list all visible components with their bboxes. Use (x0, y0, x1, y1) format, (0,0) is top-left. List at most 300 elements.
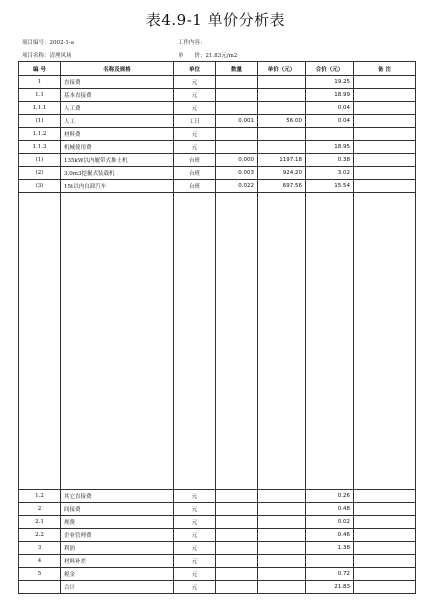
empty-cell (61, 457, 174, 465)
cell-remarks (354, 89, 416, 102)
empty-cell (306, 321, 354, 329)
cell-total-price: 0.04 (306, 115, 354, 128)
empty-cell (61, 337, 174, 345)
cell-total-price: 21.83 (306, 581, 354, 594)
empty-cell (216, 313, 258, 321)
empty-cell (19, 321, 61, 329)
empty-cell (19, 345, 61, 353)
empty-cell (354, 233, 416, 241)
empty-cell (19, 409, 61, 417)
cell-total-price (306, 555, 354, 568)
cell-quantity (216, 542, 258, 555)
empty-cell (306, 249, 354, 257)
cell-unit: 元 (174, 141, 216, 154)
empty-cell (174, 401, 216, 409)
empty-cell (354, 329, 416, 337)
empty-cell (174, 265, 216, 273)
empty-cell (216, 369, 258, 377)
cell-unit-price (258, 490, 306, 503)
empty-cell (354, 249, 416, 257)
empty-cell (354, 241, 416, 249)
cell-total-price: 0.02 (306, 516, 354, 529)
empty-cell (174, 473, 216, 481)
empty-cell (216, 201, 258, 209)
empty-cell (258, 441, 306, 449)
empty-cell (258, 361, 306, 369)
empty-row (19, 417, 416, 425)
empty-cell (306, 305, 354, 313)
empty-cell (354, 225, 416, 233)
cell-remarks (354, 529, 416, 542)
empty-cell (216, 425, 258, 433)
empty-cell (306, 313, 354, 321)
empty-cell (61, 393, 174, 401)
empty-cell (61, 217, 174, 225)
empty-cell (354, 361, 416, 369)
empty-cell (19, 473, 61, 481)
empty-cell (258, 193, 306, 202)
empty-cell (216, 465, 258, 473)
empty-cell (306, 217, 354, 225)
empty-cell (306, 401, 354, 409)
empty-cell (258, 321, 306, 329)
empty-cell (216, 393, 258, 401)
empty-cell (61, 201, 174, 209)
table-row (19, 529, 416, 542)
empty-cell (61, 465, 174, 473)
cell-unit: 元 (174, 555, 216, 568)
cell-quantity (216, 503, 258, 516)
empty-cell (216, 449, 258, 457)
cell-total-price: 0.04 (306, 102, 354, 115)
project-name: 项目名称：清理风场 (22, 53, 72, 59)
empty-cell (216, 377, 258, 385)
cell-unit: 台班 (174, 180, 216, 193)
cell-unit: 元 (174, 529, 216, 542)
empty-cell (258, 329, 306, 337)
cell-remarks (354, 542, 416, 555)
empty-cell (174, 209, 216, 217)
cell-unit-price (258, 102, 306, 115)
empty-cell (216, 273, 258, 281)
empty-row (19, 281, 416, 289)
empty-cell (306, 361, 354, 369)
cell-unit-price (258, 89, 306, 102)
empty-cell (354, 201, 416, 209)
cell-unit: 元 (174, 89, 216, 102)
empty-cell (61, 345, 174, 353)
empty-cell (306, 385, 354, 393)
empty-cell (61, 193, 174, 202)
cell-name: 利润 (61, 542, 174, 555)
empty-cell (258, 201, 306, 209)
empty-cell (354, 401, 416, 409)
cell-total-price (306, 128, 354, 141)
empty-row (19, 217, 416, 225)
empty-cell (258, 305, 306, 313)
empty-cell (216, 385, 258, 393)
empty-cell (216, 481, 258, 490)
empty-cell (258, 473, 306, 481)
empty-cell (61, 305, 174, 313)
table-row (19, 76, 416, 89)
empty-cell (258, 289, 306, 297)
empty-cell (306, 201, 354, 209)
empty-cell (174, 281, 216, 289)
header-quantity: 数量 (216, 62, 258, 76)
table-row (19, 102, 416, 115)
empty-cell (61, 369, 174, 377)
empty-cell (306, 193, 354, 202)
cell-total-price: 3.02 (306, 167, 354, 180)
cell-quantity (216, 76, 258, 89)
empty-cell (61, 353, 174, 361)
cell-number: 1 (19, 76, 61, 89)
empty-cell (216, 433, 258, 441)
empty-cell (61, 481, 174, 490)
empty-cell (216, 193, 258, 202)
table-row (19, 568, 416, 581)
empty-cell (306, 353, 354, 361)
empty-cell (216, 265, 258, 273)
cell-unit: 元 (174, 490, 216, 503)
empty-cell (61, 265, 174, 273)
empty-cell (61, 425, 174, 433)
cell-total-price: 0.46 (306, 529, 354, 542)
header-total-price: 合价（元） (306, 62, 354, 76)
empty-cell (61, 241, 174, 249)
empty-cell (354, 193, 416, 202)
cell-unit: 元 (174, 516, 216, 529)
empty-cell (19, 377, 61, 385)
empty-cell (61, 321, 174, 329)
cell-name: 材料补差 (61, 555, 174, 568)
empty-cell (61, 441, 174, 449)
empty-cell (61, 409, 174, 417)
empty-cell (19, 353, 61, 361)
empty-cell (306, 297, 354, 305)
empty-cell (19, 481, 61, 490)
cell-unit: 台班 (174, 154, 216, 167)
empty-cell (306, 225, 354, 233)
empty-cell (306, 257, 354, 265)
empty-row (19, 313, 416, 321)
empty-row (19, 209, 416, 217)
empty-cell (19, 249, 61, 257)
empty-row (19, 225, 416, 233)
empty-cell (174, 201, 216, 209)
empty-row (19, 385, 416, 393)
cell-remarks (354, 503, 416, 516)
empty-cell (354, 425, 416, 433)
cell-name: 3.0m3挖掘式装载机 (61, 167, 174, 180)
empty-cell (61, 449, 174, 457)
cell-name: 人工 (61, 115, 174, 128)
empty-cell (258, 401, 306, 409)
table-row (19, 490, 416, 503)
empty-cell (258, 273, 306, 281)
empty-cell (258, 417, 306, 425)
empty-cell (216, 457, 258, 465)
empty-cell (61, 361, 174, 369)
empty-cell (354, 289, 416, 297)
cell-unit-price (258, 568, 306, 581)
table-row (19, 503, 416, 516)
empty-cell (19, 209, 61, 217)
empty-cell (306, 281, 354, 289)
empty-cell (354, 257, 416, 265)
header-unit: 单位 (174, 62, 216, 76)
cell-quantity (216, 516, 258, 529)
cell-quantity: 0.003 (216, 167, 258, 180)
empty-cell (61, 417, 174, 425)
empty-cell (354, 217, 416, 225)
empty-cell (174, 305, 216, 313)
empty-cell (216, 329, 258, 337)
empty-cell (306, 265, 354, 273)
cell-number: 4 (19, 555, 61, 568)
cell-total-price: 0.72 (306, 568, 354, 581)
empty-cell (306, 289, 354, 297)
page-title: 表4.9-1 单价分析表 (145, 11, 286, 29)
cell-number: (3) (19, 180, 61, 193)
empty-cell (354, 353, 416, 361)
empty-row (19, 353, 416, 361)
empty-row (19, 425, 416, 433)
empty-cell (174, 481, 216, 490)
empty-cell (258, 345, 306, 353)
empty-cell (354, 369, 416, 377)
cell-quantity (216, 568, 258, 581)
cell-unit-price: 697.56 (258, 180, 306, 193)
empty-cell (354, 297, 416, 305)
empty-row (19, 345, 416, 353)
empty-cell (174, 337, 216, 345)
empty-cell (216, 257, 258, 265)
cell-remarks (354, 180, 416, 193)
empty-cell (174, 257, 216, 265)
empty-cell (306, 273, 354, 281)
empty-cell (258, 241, 306, 249)
empty-cell (61, 257, 174, 265)
empty-cell (306, 473, 354, 481)
empty-cell (306, 345, 354, 353)
empty-cell (258, 257, 306, 265)
cell-number: 2.1 (19, 516, 61, 529)
cell-unit: 元 (174, 128, 216, 141)
cell-number (19, 581, 61, 594)
empty-cell (61, 249, 174, 257)
empty-cell (258, 409, 306, 417)
empty-cell (258, 297, 306, 305)
cell-quantity (216, 529, 258, 542)
cell-number: (1) (19, 154, 61, 167)
cell-remarks (354, 167, 416, 180)
cell-unit: 元 (174, 542, 216, 555)
empty-cell (61, 313, 174, 321)
empty-cell (174, 313, 216, 321)
empty-row (19, 465, 416, 473)
empty-row (19, 433, 416, 441)
cell-number: 1.2 (19, 490, 61, 503)
cell-name: 基本直接费 (61, 89, 174, 102)
empty-cell (258, 449, 306, 457)
empty-cell (216, 249, 258, 257)
cell-unit-price (258, 555, 306, 568)
empty-cell (174, 441, 216, 449)
empty-cell (174, 361, 216, 369)
empty-cell (61, 281, 174, 289)
empty-cell (216, 209, 258, 217)
cell-name: 15t以内自卸汽车 (61, 180, 174, 193)
empty-cell (174, 345, 216, 353)
empty-cell (354, 345, 416, 353)
empty-cell (306, 441, 354, 449)
empty-cell (174, 241, 216, 249)
empty-cell (174, 433, 216, 441)
empty-cell (174, 217, 216, 225)
empty-row (19, 265, 416, 273)
empty-cell (258, 369, 306, 377)
empty-cell (216, 241, 258, 249)
header-remarks: 备 注 (354, 62, 416, 76)
empty-cell (174, 297, 216, 305)
empty-cell (306, 393, 354, 401)
cell-name: 税金 (61, 568, 174, 581)
empty-cell (258, 337, 306, 345)
empty-row (19, 401, 416, 409)
cell-unit-price (258, 542, 306, 555)
empty-cell (354, 481, 416, 490)
empty-cell (216, 289, 258, 297)
empty-cell (19, 289, 61, 297)
empty-cell (19, 265, 61, 273)
cell-number: (2) (19, 167, 61, 180)
empty-cell (174, 409, 216, 417)
empty-cell (174, 289, 216, 297)
empty-cell (19, 201, 61, 209)
cell-total-price: 18.95 (306, 141, 354, 154)
empty-row (19, 249, 416, 257)
empty-cell (258, 233, 306, 241)
empty-cell (216, 401, 258, 409)
cell-quantity (216, 128, 258, 141)
cell-number: 5 (19, 568, 61, 581)
cell-unit-price (258, 516, 306, 529)
empty-cell (258, 377, 306, 385)
empty-row (19, 393, 416, 401)
cell-unit-price (258, 503, 306, 516)
empty-cell (354, 321, 416, 329)
cell-total-price: 0.38 (306, 154, 354, 167)
unit-price-table (18, 61, 416, 594)
empty-cell (258, 209, 306, 217)
empty-cell (216, 353, 258, 361)
table-row (19, 167, 416, 180)
cell-unit-price: 924.20 (258, 167, 306, 180)
table-row (19, 555, 416, 568)
empty-cell (19, 337, 61, 345)
cell-unit: 元 (174, 76, 216, 89)
table-row (19, 516, 416, 529)
empty-cell (354, 385, 416, 393)
empty-cell (354, 465, 416, 473)
cell-total-price: 1.38 (306, 542, 354, 555)
empty-cell (354, 377, 416, 385)
empty-cell (19, 257, 61, 265)
empty-cell (19, 225, 61, 233)
cell-total-price: 19.25 (306, 76, 354, 89)
empty-cell (19, 273, 61, 281)
empty-cell (354, 417, 416, 425)
empty-cell (216, 233, 258, 241)
cell-name: 机械使用费 (61, 141, 174, 154)
empty-cell (258, 217, 306, 225)
cell-remarks (354, 516, 416, 529)
empty-row (19, 337, 416, 345)
empty-row (19, 329, 416, 337)
empty-cell (258, 249, 306, 257)
empty-cell (216, 225, 258, 233)
empty-cell (19, 393, 61, 401)
header-number: 编 号 (19, 62, 61, 76)
empty-cell (306, 449, 354, 457)
empty-row (19, 321, 416, 329)
cell-total-price: 0.26 (306, 490, 354, 503)
table-row (19, 115, 416, 128)
cell-quantity (216, 581, 258, 594)
empty-row (19, 481, 416, 490)
cell-number: 1.1.3 (19, 141, 61, 154)
empty-cell (19, 465, 61, 473)
empty-cell (61, 209, 174, 217)
cell-remarks (354, 115, 416, 128)
empty-cell (354, 393, 416, 401)
empty-cell (258, 385, 306, 393)
empty-cell (258, 313, 306, 321)
empty-cell (61, 473, 174, 481)
cell-number: 2 (19, 503, 61, 516)
empty-cell (174, 417, 216, 425)
empty-cell (19, 433, 61, 441)
empty-cell (61, 433, 174, 441)
empty-cell (306, 417, 354, 425)
cell-unit-price (258, 141, 306, 154)
cell-name: 材料费 (61, 128, 174, 141)
empty-cell (258, 265, 306, 273)
cell-unit: 台班 (174, 167, 216, 180)
table-row (19, 581, 416, 594)
empty-cell (306, 369, 354, 377)
empty-cell (306, 409, 354, 417)
cell-total-price: 0.48 (306, 503, 354, 516)
empty-cell (19, 417, 61, 425)
cell-unit-price: 1197.18 (258, 154, 306, 167)
empty-row (19, 193, 416, 202)
cell-unit: 元 (174, 503, 216, 516)
empty-cell (174, 249, 216, 257)
empty-cell (216, 281, 258, 289)
empty-cell (174, 233, 216, 241)
cell-unit: 元 (174, 568, 216, 581)
empty-cell (258, 425, 306, 433)
empty-cell (174, 377, 216, 385)
table-row (19, 128, 416, 141)
cell-quantity: 0.022 (216, 180, 258, 193)
cell-remarks (354, 555, 416, 568)
empty-row (19, 441, 416, 449)
empty-cell (174, 353, 216, 361)
